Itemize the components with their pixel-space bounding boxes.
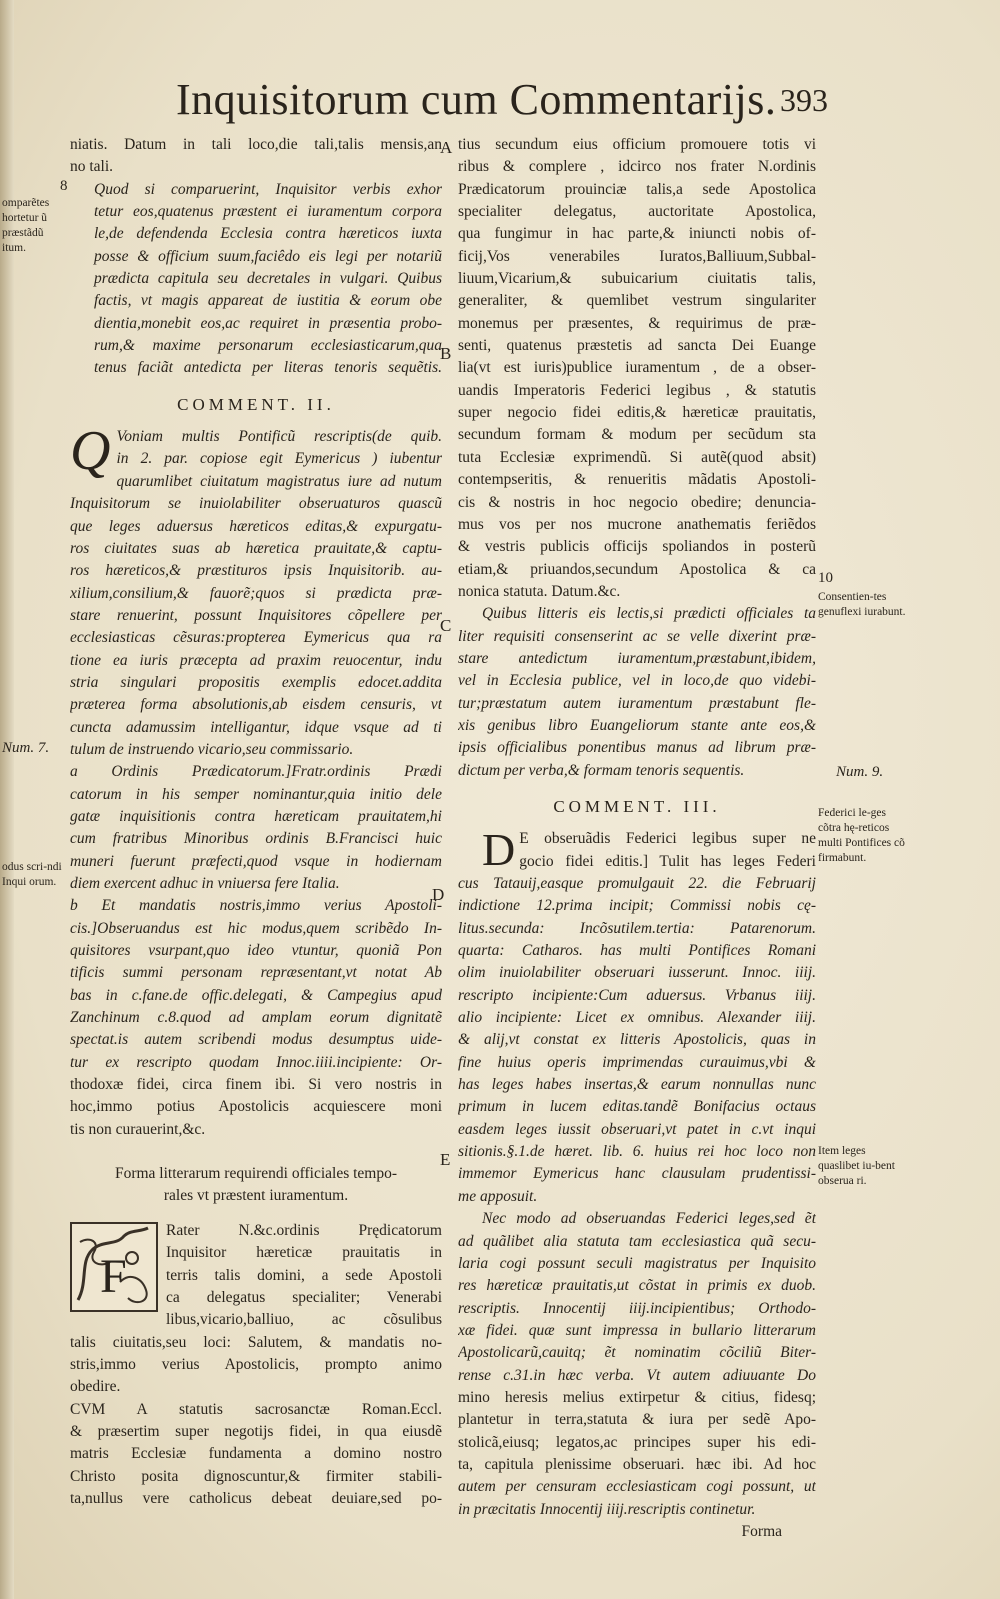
- text-line: has leges habes insertas,& earum nonnullas nunc: [458, 1076, 816, 1094]
- text-line: mus vos per nos mucrone anathematis feriẽdos: [458, 515, 816, 533]
- text-line: easdem leges iussit obseruari,vt patet in c.vt inqui: [458, 1120, 816, 1138]
- text-line: bas in c.fane.de offic.delegati, & Campegius apud: [70, 986, 442, 1004]
- text-line: etiam,& priuandos,secundum Apostolica & ca: [458, 560, 816, 578]
- text-line: vel in Ecclesia publice, vel in loco,de quo videbi-: [458, 672, 816, 690]
- text-line: a Ordinis Prædicatorum.]Fratr.ordinis Prædi: [70, 763, 442, 781]
- right-column: [458, 134, 816, 1543]
- section-heading-comment-2: COMMENT. II.: [177, 394, 335, 414]
- text-line: tificis summi personam repræsentant,vt notat Ab: [70, 964, 442, 982]
- text-line: ad quãlibet alia statuta tam ecclesiastica quã secu-: [458, 1232, 816, 1250]
- text-line: & alij,vt constat ex litteris Apostolicis, quas in: [458, 1031, 816, 1049]
- text-line: ta, capitula plenissime obseruari. hæc ibi. Ad hoc: [458, 1455, 816, 1473]
- text-line: ros ciuitates suas ab hæretica prauitate,& captu-: [70, 539, 442, 557]
- letter-body: [70, 1220, 442, 1510]
- text-line: ecclesiasticas cẽsuras:propterea Eymericus qua ra: [70, 629, 442, 647]
- text-line: liuum,Vicarium,& subuicarium ciuitatis talis,: [458, 270, 816, 288]
- text-line: stris,immo verius Apostolicis, prompto animo: [70, 1355, 442, 1373]
- text-line: talis ciuitatis,seu loci: Salutem, & mandatis no-: [70, 1333, 442, 1351]
- text-line: præterea forma absolutionis,ab eisdem censuris, vt: [70, 696, 442, 714]
- running-header: [176, 74, 876, 134]
- marginal-note-right-3: Item leges quaslibet iu-bent obserua ri.: [818, 1145, 895, 1187]
- text-line: xilium,consilium,& fauorẽ;quos si prædicta præ-: [70, 584, 442, 602]
- text-line: Zanchinum c.8.quod ad amplam eorum dignitatẽ: [70, 1009, 442, 1027]
- section-letter-e: E: [440, 1150, 451, 1169]
- text-line: & præsertim super negotijs fidei, in qua eiusdẽ: [70, 1422, 442, 1440]
- running-title: Inquisitorum cum Commentarijs.: [176, 75, 777, 124]
- paragraph-8: [70, 179, 442, 380]
- catchword: Forma: [741, 1522, 782, 1540]
- text-line: ca delegatus specialiter; Venerabi: [166, 1288, 442, 1306]
- text-line: stria singulari propositis exemplis edocet.addita: [70, 673, 442, 691]
- text-line: litus.secunda: Incõsutilem.tertia: Patarenorum.: [458, 919, 816, 937]
- forma-title: [70, 1163, 442, 1208]
- text-line: me apposuit.: [458, 1187, 538, 1205]
- text-line: res hæreticæ prauitatis,ut cõstat in primis ex duob.: [458, 1277, 816, 1295]
- text-line: quisitores vsurpant,quo ideo vtuntur, quoniã Pon: [70, 942, 442, 960]
- section-letter-b: B: [440, 344, 452, 363]
- text-line: Apostolicarũ,cauitq; ẽt nominatim cõciliũ Biter-: [458, 1344, 816, 1362]
- section-letter-a: A: [440, 138, 453, 157]
- text-line: specialiter delegatus, auctoritate Apostolica,: [458, 203, 816, 221]
- text-line: stare antedictum iuramentum,præstabunt,ibidem,: [458, 649, 816, 667]
- text-line: indictione 12.prima incipit; Commissi nobis cę-: [458, 897, 816, 915]
- text-line: muneri fuerunt præfecti,quod vsque in hodiernam: [70, 852, 442, 870]
- text-line: niatis. Datum in tali loco,die tali,talis mensis,an: [70, 136, 442, 153]
- svg-text:F: F: [100, 1249, 127, 1303]
- page-number: 393: [780, 82, 828, 118]
- text-line: laria cogi possunt seculi magistratus per Inquisito: [458, 1254, 816, 1272]
- text-line: sitionis.§.1.de hæret. lib. 6. huius rei hoc loco non: [458, 1143, 816, 1161]
- text-line: no tali.: [70, 158, 114, 176]
- text-line: rales vt præstent iuramentum.: [163, 1187, 349, 1205]
- text-line: quarta: Catharos. has multi Pontifices Romani: [458, 942, 816, 960]
- marginal-note-left-1: omparẽtes hortetur ũ præstãdũ itum.: [2, 197, 50, 254]
- section-heading-comment-3: COMMENT. III.: [553, 796, 721, 816]
- text-line: diem exercent adhuc in vniuersa fere Italia.: [70, 875, 340, 892]
- text-line: cuncta adamussim intelligantur, idque vsque ad ti: [70, 718, 442, 736]
- text-line: tuta Ecclesiæ exprimendũ. Si autẽ(quod absit): [458, 448, 816, 466]
- marginal-note-right-1: Consentien-tes genuflexi iurabunt.: [818, 591, 906, 618]
- text-line: ta,nullus vere catholicus debeat deuiare,sed po-: [70, 1489, 442, 1507]
- text-line: tetur eos,quatenus præstent ei iuramentum corpora: [94, 203, 442, 221]
- text-line: factis, vt magis appareat de iustitia & eorum obe: [94, 292, 442, 310]
- text-line: plantetur in terra,statuta & iura per sedẽ Apo-: [458, 1411, 816, 1429]
- text-line: b Et mandatis nostris,immo verius Apostoli-: [70, 897, 442, 915]
- section-letter-c: C: [440, 616, 452, 635]
- section-letter-d: D: [432, 885, 445, 904]
- text-line: liter requisiti consenserint ac se velle dixerint præ-: [458, 627, 816, 645]
- text-line: in præcitatis Innocentij iiij.rescriptis continetur.: [458, 1500, 756, 1518]
- text-line: ficij,Vos venerabiles Iuratos,Balliuum,Subbal-: [458, 247, 816, 265]
- paragraph-10: [458, 603, 816, 782]
- text-line: ros hæreticos,& præstituros ipsis Inquisitorib. au-: [70, 562, 442, 580]
- text-line: nonica statuta. Datum.&c.: [458, 582, 621, 600]
- text-line: Inquisitorum se inuiolabiliter obseruaturos quascũ: [70, 495, 442, 513]
- text-line: obedire.: [70, 1378, 121, 1396]
- text-line: cis & nostris in hoc negocio obedire; denuncia-: [458, 493, 816, 511]
- text-line: mino heresis melius extirpetur & citius, fidesq;: [458, 1388, 816, 1406]
- text-line: immemor Eymericus hanc clausulam prudentissi-: [458, 1165, 816, 1183]
- text-line: posse & officium suum,faciêdo eis legi per notariũ: [94, 247, 442, 265]
- text-line: uandis Imperatoris Federici legibus , & statutis: [458, 381, 816, 399]
- text-line: tur ex rescripto quodam Innoc.iiii.incipiente: Or-: [70, 1053, 442, 1071]
- text-line: stolicã,eiusq; legatos,ac principes super his edi-: [458, 1433, 816, 1451]
- text-line: xis genibus libro Euangeliorum stante ante eos,&: [458, 716, 816, 734]
- text-line: super negocio fidei editis,& hæreticæ prauitatis,: [458, 404, 816, 422]
- text-line: catorum in his semper nominantur,quia initio dele: [70, 785, 442, 803]
- text-line: tis non curauerint,&c.: [70, 1120, 206, 1138]
- text-line: qua fungimur in hac parte,& iniuncti nobis of-: [458, 225, 816, 243]
- text-line: rescriptis. Innocentij iiij.incipientibus; Orthodo-: [458, 1299, 816, 1317]
- left-column: [70, 134, 445, 1510]
- text-line: tius secundum eius officium promouere totis vi: [458, 136, 816, 153]
- text-line: lia(vt est iuris)publice iuramentum , de a obser-: [458, 359, 816, 377]
- text-line: autem per censuram ecclesiasticam cogi possunt, ut: [458, 1478, 816, 1496]
- text-line: Inquisitor hæreticæ prauitatis in: [166, 1244, 442, 1262]
- text-line: matris Ecclesiæ fundamenta a domino nostro: [70, 1445, 442, 1463]
- text-line: xæ fidei. quæ sunt impressa in bullario litterarum: [458, 1321, 816, 1339]
- text-line: primum in lucem editas.tandẽ Bonifacius octaus: [458, 1098, 816, 1116]
- text-line: cus Tatauij,easque promulgauit 22. die Februarij: [458, 875, 816, 892]
- text-line: ribus & complere , idcirco nos frater N.ordinis: [458, 158, 816, 176]
- text-line: contempseritis, & renueritis mãdatis Apostoli-: [458, 471, 816, 489]
- comment-2-body: [70, 420, 445, 1141]
- text-line: secundum formam & modum per secũdum sta: [458, 426, 816, 444]
- text-line: spectat.is autem scribendi modus desumptus uide-: [70, 1031, 442, 1049]
- marginal-number-8: 8: [60, 178, 68, 194]
- text-line: libus,vicario,balliuo, ac cõsulibus: [166, 1311, 442, 1329]
- text-line: Christo posita dignoscuntur,& firmiter stabili-: [70, 1467, 442, 1485]
- text-line: rescripto incipiente:Cum aduersus. Vrbanus iiij.: [458, 986, 816, 1004]
- text-line: CVM A statutis sacrosanctæ Roman.Eccl.: [70, 1400, 442, 1418]
- text-line: tulum de instruendo vicario,seu commissario.: [70, 740, 354, 758]
- text-line: le,de defendenda Ecclesia contra hæreticos iuxta: [94, 225, 442, 243]
- text-line: in 2. par. copiose egit Eymericus ) iubentur: [116, 450, 442, 468]
- text-line: prædicta capitula seu decretales in vulgari. Quibus: [94, 270, 442, 288]
- text-line: thodoxæ fidei, circa finem ibi. Si vero nostris in: [70, 1076, 442, 1094]
- comment-3-body: [458, 824, 816, 1521]
- text-line: que leges aduersus hæreticos editas,& expurgatu-: [70, 517, 442, 535]
- marginal-number-10: 10: [818, 570, 833, 586]
- text-line: gocio fidei editis.] Tulit has leges Federi: [519, 852, 816, 870]
- text-line: Prædicatorum prouinciæ talis,a sede Apostolica: [458, 180, 816, 198]
- text-line: dictum per verba,& formam tenoris sequentis.: [458, 761, 745, 779]
- text-line: & vestris publicis officijs spoliandos in posterũ: [458, 538, 816, 556]
- text-line: Nec modo ad obseruandas Federici leges,sed ẽt: [482, 1210, 816, 1228]
- text-line: Quod si comparuerint, Inquisitor verbis exhor: [94, 180, 442, 198]
- text-line: olim inuiolabiliter obseruari iusserunt. Innoc. iiij.: [458, 964, 816, 982]
- text-line: Rater N.&c.ordinis Prędicatorum: [166, 1221, 442, 1239]
- drop-cap-q: Q: [70, 420, 111, 483]
- text-line: ipsis officialibus ponentibus manus ad librum præ-: [458, 739, 816, 757]
- text-line: tenus faciãt antedicta per literas tenoris sequẽtis.: [94, 359, 442, 377]
- text-line: dientia,monebit eos,ac requiret in præsentia probo-: [94, 314, 442, 332]
- text-line: alio incipiente: Licet ex omnibus. Alexander iiij.: [458, 1009, 816, 1027]
- marginal-number-num7: Num. 7.: [2, 740, 50, 756]
- marginal-note-left-2: odus scri-ndi Inqui orum.: [2, 861, 62, 888]
- text-line: fine huius operis imprimendas curauimus,vbi &: [458, 1053, 816, 1071]
- text-line: E obseruãdis Federici legibus super ne: [519, 830, 816, 848]
- spacer: [70, 1141, 442, 1155]
- marginal-note-right-2: Federici le-ges cõtra hę-reticos multi Pontifices cõ firmabunt.: [818, 807, 905, 864]
- text-line: tione ea iuris præcepta ad praxim reuocentur, indu: [70, 651, 442, 669]
- text-line: Voniam multis Pontificũ rescriptis(de quib.: [116, 428, 442, 446]
- text-line: terris talis domini, a sede Apostoli: [166, 1266, 442, 1284]
- drop-cap-d: D: [482, 824, 516, 876]
- text-line: Forma litterarum requirendi officiales tempo-: [114, 1165, 398, 1183]
- text-line: tur;præstatum autem iuramentum præstabunt fle-: [458, 694, 816, 712]
- text-line: rense c.31.in hæc verba. Vt autem adiuuante Do: [458, 1366, 816, 1384]
- text-line: cis.]Obseruandus est hic modus,quem scribẽdo In-: [70, 919, 442, 937]
- decorated-initial-f-woodcut: [70, 1222, 158, 1312]
- text-line: rum,& maxime personarum ecclesiasticarum,qua: [94, 337, 442, 355]
- text-line: gatæ inquisitionis contra hæreticam prauitatem,hi: [70, 807, 442, 825]
- text-line: hoc,immo potius Apostolicis acquiescere moni: [70, 1098, 442, 1116]
- text-line: generaliter, & quemlibet vestrum singulariter: [458, 292, 816, 310]
- text-line: stare renuerint, possunt Inquisitores cõpellere per: [70, 606, 442, 624]
- text-line: cum fratribus Minoribus ordinis B.Francisci huic: [70, 830, 442, 848]
- text-line: senti, quatenus præstetis ad sancta Dei Euange: [458, 337, 816, 355]
- marginal-number-num9: Num. 9.: [836, 764, 884, 780]
- text-line: quarumlibet ciuitatum magistratus iure ad nutum: [116, 472, 442, 490]
- text-line: Quibus litteris eis lectis,si prædicti officiales ta: [482, 605, 816, 623]
- text-line: monemus per præsentes, & requirimus de præ-: [458, 314, 816, 332]
